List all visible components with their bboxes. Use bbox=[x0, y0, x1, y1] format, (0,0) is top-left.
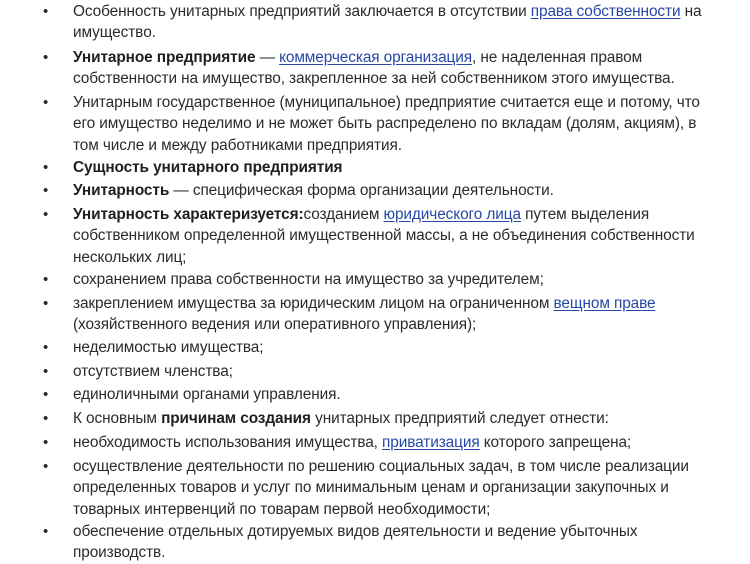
list-item-text bbox=[73, 47, 713, 90]
list-item-text bbox=[73, 157, 713, 178]
list-item-text bbox=[73, 293, 713, 336]
text-run: которого запрещена; bbox=[479, 434, 632, 451]
text-run: — bbox=[255, 49, 280, 66]
bullet-marker: • bbox=[43, 434, 49, 451]
list-item-text: осуществление деятельности по решению социальных задач, в том числе реализации определенных товаров и услуг по минимальным ценам и организации закупочных и товарных интервенций по товарам первой необходимости; bbox=[73, 458, 689, 518]
link-commercial-organization[interactable]: коммерческая организация bbox=[279, 49, 472, 66]
text-run: (хозяйственного ведения или оперативного управления); bbox=[73, 316, 477, 334]
bold-term: причинам создания bbox=[161, 410, 311, 427]
bullet-marker: • bbox=[43, 363, 49, 380]
list-item-text: отсутствием членства; bbox=[73, 363, 233, 380]
text-run: — специфическая форма организации деятельности. bbox=[169, 182, 554, 199]
link-legal-entity[interactable]: юридического лица bbox=[383, 206, 521, 223]
text-run: созданием bbox=[303, 206, 384, 223]
bullet-marker: • bbox=[43, 159, 49, 176]
bullet-marker: • bbox=[43, 206, 49, 223]
text-run: путем выделения собственником определенной имущественной массы, а не объединения собственности нескольких лиц; bbox=[73, 206, 695, 266]
bold-term: Унитарность характеризуется: bbox=[73, 206, 304, 223]
list-item-text: сохранением права собственности на имущество за учредителем; bbox=[73, 271, 544, 288]
list-item-text bbox=[73, 1, 713, 44]
list-item-text bbox=[73, 408, 713, 429]
text-run: на имуществo. bbox=[73, 3, 702, 42]
list-item-text: единоличными органами управления. bbox=[73, 386, 341, 403]
bullet-marker: • bbox=[43, 523, 49, 540]
link-real-right[interactable]: вещном праве bbox=[553, 295, 656, 312]
text-run: Особенность унитарных предприятий заключается в отсутствии bbox=[73, 3, 531, 20]
list-item-text bbox=[73, 204, 713, 268]
bullet-marker: • bbox=[43, 386, 49, 403]
text-run: унитарных предприятий следует отнести: bbox=[310, 410, 609, 427]
text-run: К основным bbox=[73, 410, 162, 427]
list-item-text bbox=[73, 432, 713, 453]
list-item-text: Унитарным государственное (муниципальное) предприятие считается еще и потому, что его имущество неделимо и не может быть распределено по вкладам (долям, акциям), в том числе и между работниками предприятия. bbox=[73, 94, 700, 154]
bullet-marker: • bbox=[43, 271, 49, 288]
bullet-marker: • bbox=[43, 49, 49, 66]
text-run: закреплением имущества за юридическим лицом на ограниченном bbox=[73, 295, 554, 312]
bold-term: Унитарность bbox=[73, 182, 170, 199]
bullet-marker: • bbox=[43, 94, 49, 111]
link-privatization[interactable]: приватизация bbox=[382, 434, 480, 451]
list-item-text: неделимостью имущества; bbox=[73, 339, 264, 356]
bullet-marker: • bbox=[43, 410, 49, 427]
bullet-marker: • bbox=[43, 339, 49, 356]
link-property-right[interactable]: права собственности bbox=[530, 3, 681, 20]
text-run: , не наделенная правом собственности на имущество, закрепленное за ней собственником этого имущества. bbox=[73, 49, 675, 88]
bullet-marker: • bbox=[43, 295, 49, 312]
bullet-marker: • bbox=[43, 182, 49, 199]
bold-term: Унитарное предприятие bbox=[73, 49, 256, 66]
bullet-marker: • bbox=[43, 3, 49, 20]
list-item-text bbox=[73, 180, 713, 201]
bullet-marker: • bbox=[43, 458, 49, 475]
bold-term: Сущность унитарного предприятия bbox=[73, 159, 343, 176]
list-item-text: обеспечение отдельных дотируемых видов деятельности и ведение убыточных производств. bbox=[73, 523, 638, 562]
text-run: необходимость использования имущества, bbox=[73, 434, 383, 451]
